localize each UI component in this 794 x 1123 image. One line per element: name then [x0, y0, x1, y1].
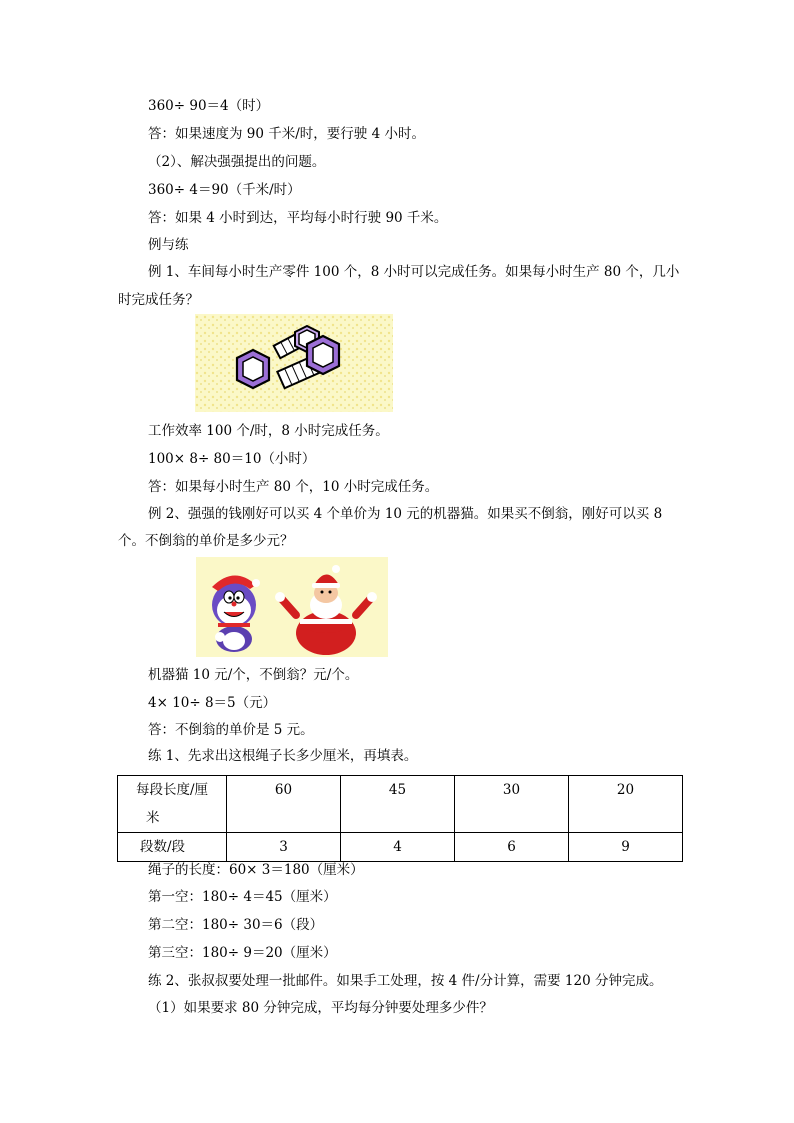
- text-line: 工作效率 100 个/时，8 小时完成任务。: [148, 423, 389, 439]
- segment-length-label-cont: 米: [146, 810, 160, 826]
- text-line: 例 1、车间每小时生产零件 100 个，8 小时可以完成任务。如果每小时生产 80 个，几小: [148, 264, 680, 280]
- doraemon-tumbler-icon: [196, 557, 388, 657]
- table-row: [118, 776, 683, 833]
- toys-illustration: [196, 557, 388, 657]
- text-line: 个。不倒翁的单价是多少元？: [118, 533, 294, 549]
- text-line: 绳子的长度：60× 3＝180（厘米）: [148, 862, 364, 878]
- table-cell: 45: [341, 776, 455, 833]
- table-cell: 6: [455, 833, 569, 862]
- text-line: 第一空：180÷ 4＝45（厘米）: [148, 889, 337, 905]
- table-row: [118, 833, 683, 862]
- text-line: 练 2、张叔叔要处理一批邮件。如果手工处理，按 4 件/分计算，需要 120 分钟完成。: [148, 973, 663, 989]
- text-line: 时完成任务？: [118, 292, 199, 308]
- table-row-header: [118, 776, 227, 833]
- text-line: 答：不倒翁的单价是 5 元。: [148, 722, 314, 738]
- text-line: 机器猫 10 元/个，不倒翁？元/个。: [148, 667, 359, 683]
- section-heading: 例与练: [148, 237, 189, 253]
- table-cell: 60: [227, 776, 341, 833]
- table-cell: 3: [227, 833, 341, 862]
- bolts-icon: [195, 314, 393, 412]
- bolts-illustration: [195, 314, 393, 412]
- table-cell: 9: [569, 833, 683, 862]
- text-line: 第三空：180÷ 9＝20（厘米）: [148, 945, 337, 961]
- text-line: 答：如果 4 小时到达，平均每小时行驶 90 千米。: [148, 210, 448, 226]
- text-line: 360÷ 4＝90（千米/时）: [148, 182, 301, 198]
- segment-length-label: 每段长度/厘: [136, 782, 209, 798]
- text-line: 答：如果每小时生产 80 个，10 小时完成任务。: [148, 479, 439, 495]
- text-line: 练 1、先求出这根绳子长多少厘米，再填表。: [148, 748, 418, 764]
- rope-length-table: [117, 775, 683, 862]
- text-line: 例 2、强强的钱刚好可以买 4 个单价为 10 元的机器猫。如果买不倒翁，刚好可以买 8: [148, 506, 663, 522]
- text-line: （2）、解决强强提出的问题。: [148, 154, 326, 170]
- text-line: 4× 10÷ 8＝5（元）: [148, 695, 277, 711]
- text-line: （1）如果要求 80 分钟完成，平均每分钟要处理多少件？: [148, 1000, 493, 1016]
- text-line: 第二空：180÷ 30＝6（段）: [148, 917, 324, 933]
- segment-count-label: 段数/段: [118, 833, 227, 862]
- text-line: 答：如果速度为 90 千米/时，要行驶 4 小时。: [148, 126, 425, 142]
- text-line: 100× 8÷ 80＝10（小时）: [148, 451, 316, 467]
- table-cell: 4: [341, 833, 455, 862]
- table-cell: 20: [569, 776, 683, 833]
- table-cell: 30: [455, 776, 569, 833]
- text-line: 360÷ 90＝4（时）: [148, 98, 270, 114]
